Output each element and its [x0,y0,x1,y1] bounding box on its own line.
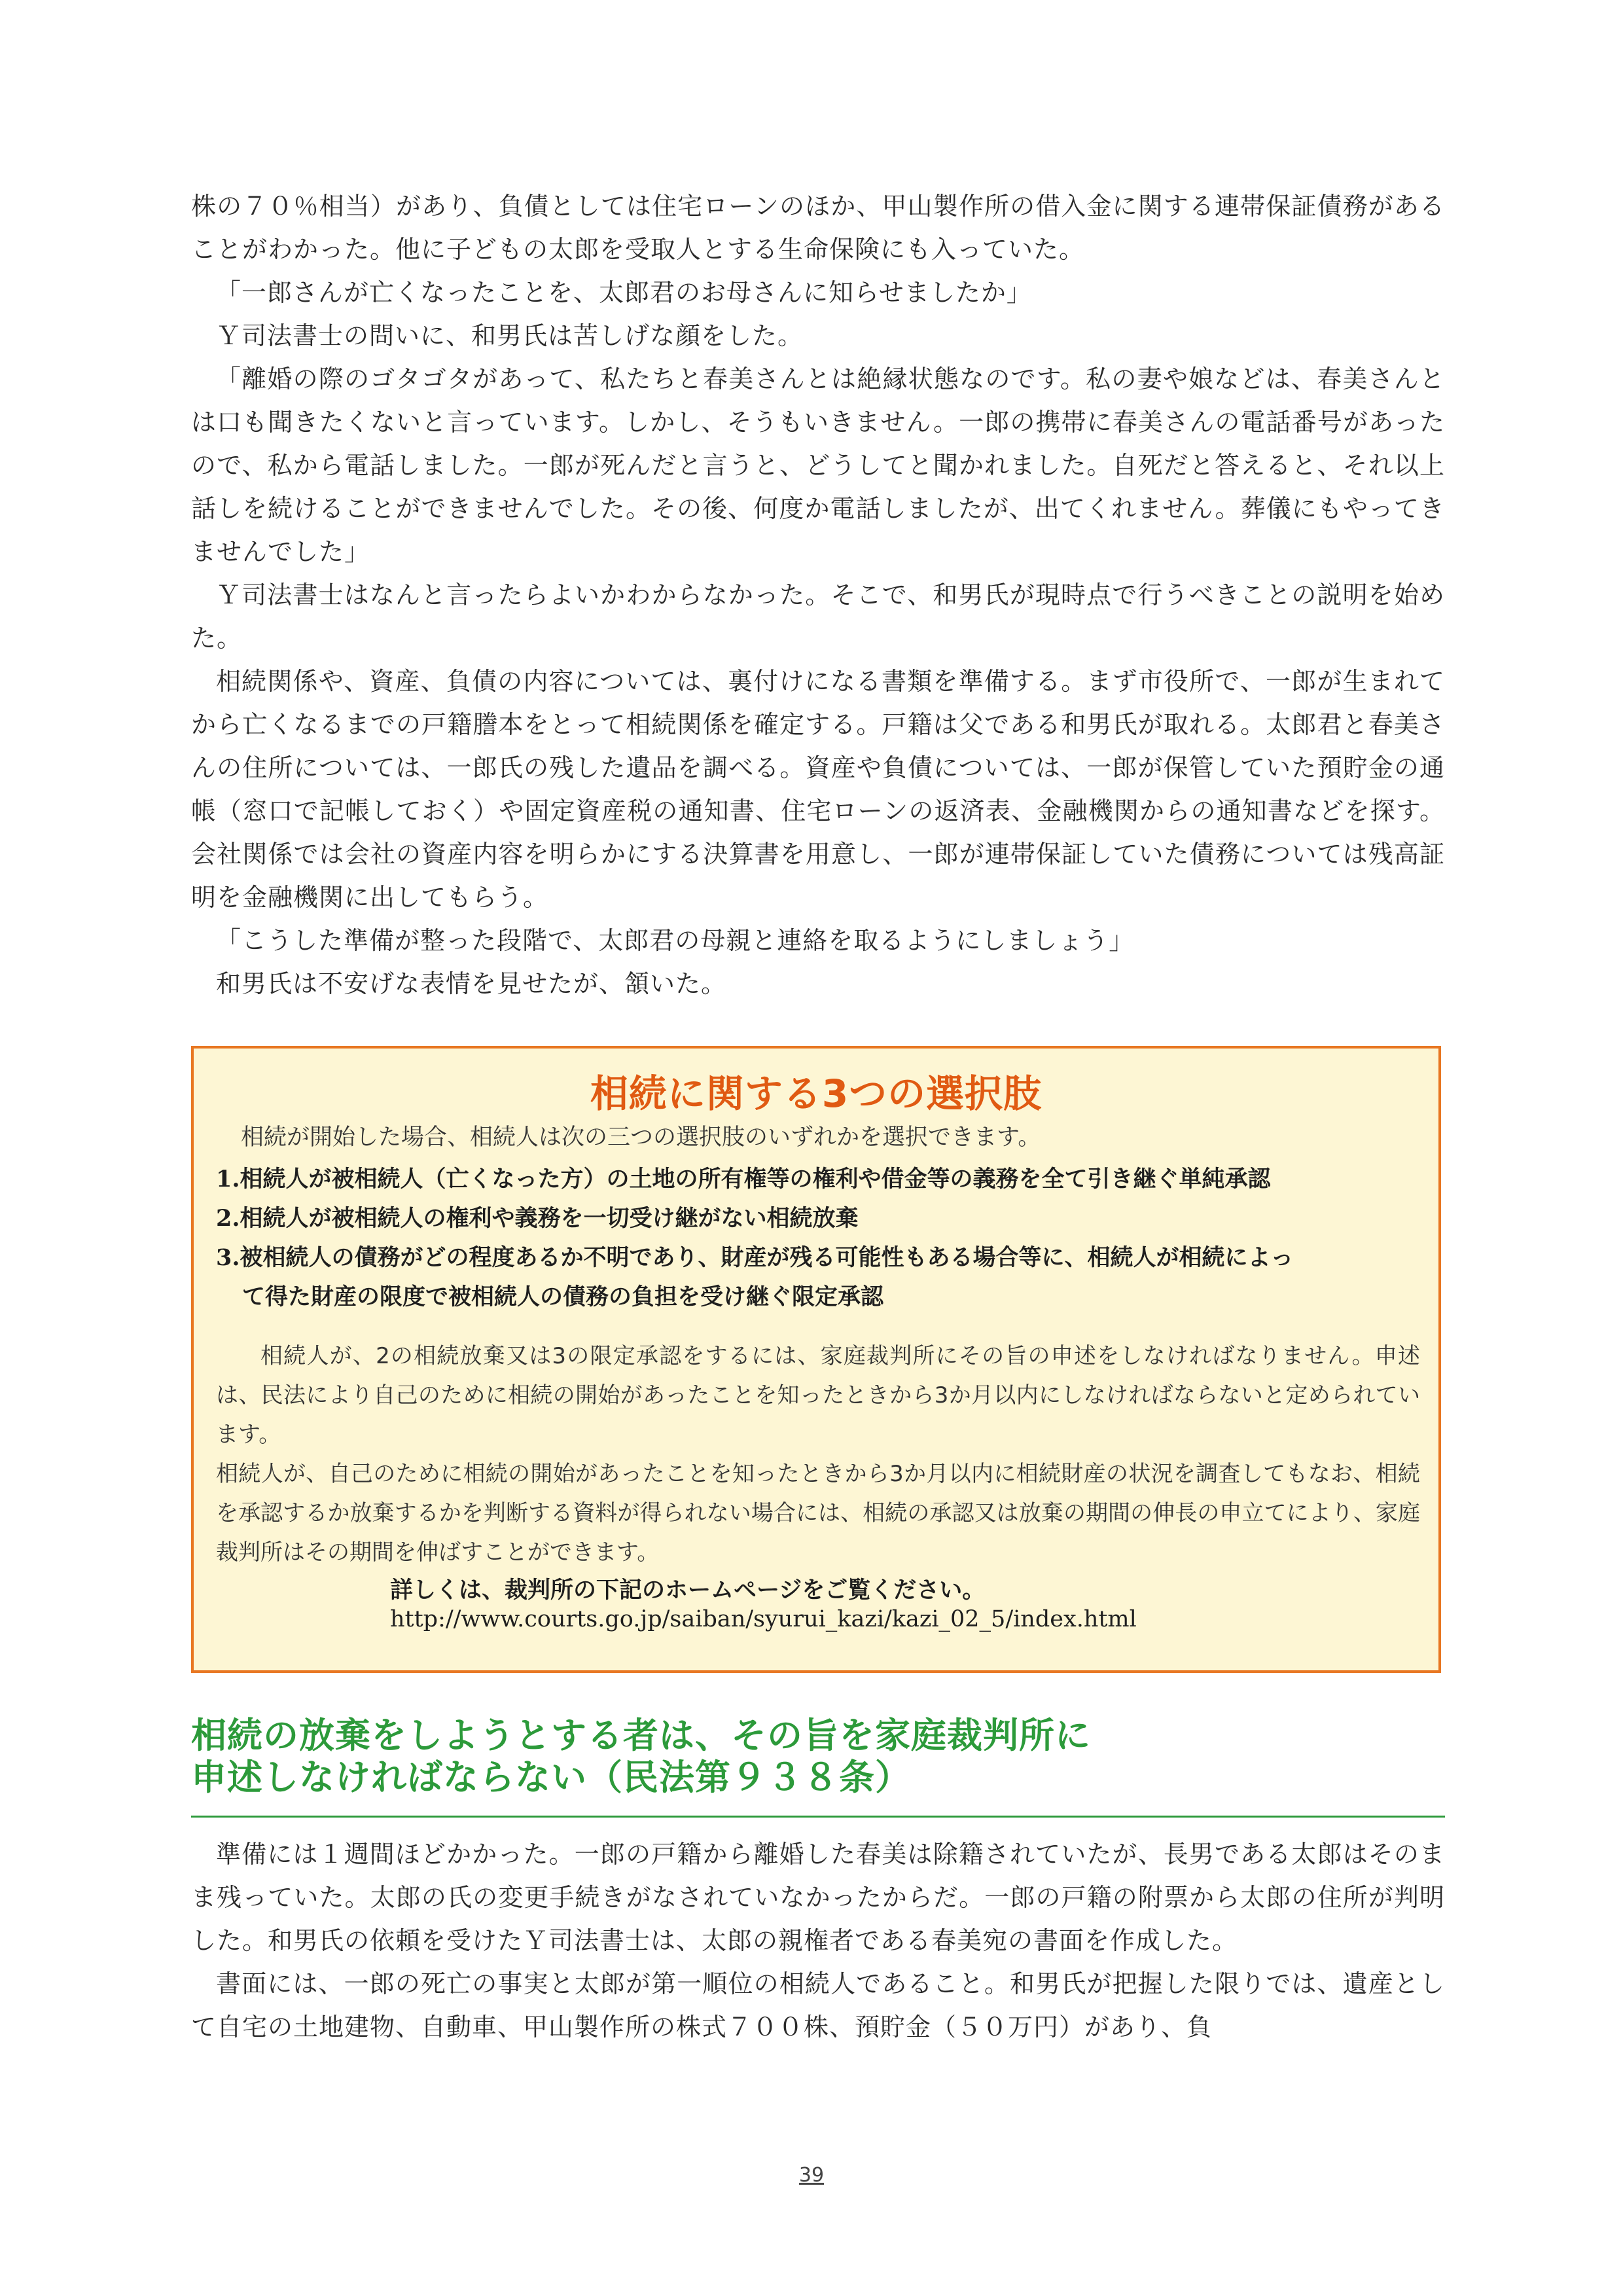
paragraph: 株の７０％相当）があり、負債としては住宅ローンのほか、甲山製作所の借入金に関する連帯保証債務があることがわかった。他に子どもの太郎を受取人とする生命保険にも入っていた。 [191,192,1445,264]
body-text-upper [191,185,1445,1005]
paragraph: 準備には１週間ほどかかった。一郎の戸籍から離婚した春美は除籍されていたが、長男である太郎はそのまま残っていた。太郎の氏の変更手続きがなされていなかったからだ。一郎の戸籍の附票から太郎の住所が判明した。和男氏の依頼を受けたＹ司法書士は、太郎の親権者である春美宛の書面を作成した。 [191,1840,1445,1955]
box-title: 相続に関する3つの選択肢 [590,1071,1043,1116]
reference-link-block [390,1576,1137,1634]
paragraph: Ｙ司法書士の問いに、和男氏は苦しげな顔をした。 [216,321,804,350]
option-item: 1.相続人が被相続人（亡くなった方）の土地の所有権等の権利や借金等の義務を全て引き継ぐ単純承認 [216,1166,1271,1193]
paragraph: 「離婚の際のゴタゴタがあって、私たちと春美さんとは絶縁状態なのです。私の妻や娘などは、春美さんとは口も聞きたくないと言っています。しかし、そうもいきません。一郎の携帯に春美さんの電話番号があったので、私から電話しました。一郎が死んだと言うと、どうしてと聞かれました。自死だと答えると、それ以上話しを続けることができませんでした。その後、何度か電話しましたが、出てくれません。葬儀にもやってきませんでした」 [191,365,1445,566]
paragraph: 「こうした準備が整った段階で、太郎君の母親と連絡を取るようにしましょう」 [216,926,1135,955]
paragraph: 書面には、一郎の死亡の事実と太郎が第一順位の相続人であること。和男氏が把握した限りでは、遺産として自宅の土地建物、自動車、甲山製作所の株式７００株、預貯金（５０万円）があり、負 [191,1969,1445,2041]
link-label: 詳しくは、裁判所の下記のホームページをご覧ください。 [390,1577,986,1604]
section-heading-line: 相続の放棄をしようとする者は、その旨を家庭裁判所に [191,1715,1091,1756]
box-intro: 相続が開始した場合、相続人は次の三つの選択肢のいずれかを選択できます。 [241,1124,1041,1151]
section-heading [191,1715,1445,1799]
option-item: 2.相続人が被相続人の権利や義務を一切受け継がない相続放棄 [216,1205,859,1232]
courts-url-link[interactable]: http://www.courts.go.jp/saiban/syurui_kazi/kazi_02_5/index.html [390,1606,1137,1632]
body-text-lower [191,1833,1445,2049]
paragraph: 和男氏は不安げな表情を見せたが、頷いた。 [216,969,727,998]
paragraph: Ｙ司法書士はなんと言ったらよいかわからなかった。そこで、和男氏が現時点で行うべきことの説明を始めた。 [191,581,1445,653]
options-list [216,1160,1420,1317]
section-divider [191,1816,1445,1818]
option-item-continuation: て得た財産の限度で被相続人の債務の負担を受け継ぐ限定承認 [242,1283,884,1310]
note-paragraph: 相続人が、2の相続放棄又は3の限定承認をするには、家庭裁判所にその旨の申述をしなければなりません。申述は、民法により自己のために相続の開始があったことを知ったときから3か月以内にしなければならないと定められています。 [216,1343,1420,1448]
inheritance-options-box [191,1046,1441,1673]
option-item: 3.被相続人の債務がどの程度あるか不明であり、財産が残る可能性もある場合等に、相続人が相続によっ [216,1244,1294,1271]
paragraph: 「一郎さんが亡くなったことを、太郎君のお母さんに知らせましたか」 [216,278,1032,307]
box-notes [216,1336,1420,1572]
section-heading-line: 申述しなければならない（民法第９３８条） [191,1757,911,1798]
note-paragraph: 相続人が、自己のために相続の開始があったことを知ったときから3か月以内に相続財産の状況を調査してもなお、相続を承認するか放棄するかを判断する資料が得られない場合には、相続の承認又は放棄の期間の伸長の申立てにより、家庭裁判所はその期間を伸ばすことができます。 [216,1461,1420,1566]
page-number: 39 [798,2164,825,2187]
paragraph: 相続関係や、資産、負債の内容については、裏付けになる書類を準備する。まず市役所で、一郎が生まれてから亡くなるまでの戸籍謄本をとって相続関係を確定する。戸籍は父である和男氏が取れる。太郎君と春美さんの住所については、一郎氏の残した遺品を調べる。資産や負債については、一郎が保管していた預貯金の通帳（窓口で記帳しておく）や固定資産税の通知書、住宅ローンの返済表、金融機関からの通知書などを探す。会社関係では会社の資産内容を明らかにする決算書を用意し、一郎が連帯保証していた債務については残高証明を金融機関に出してもらう。 [191,667,1445,912]
